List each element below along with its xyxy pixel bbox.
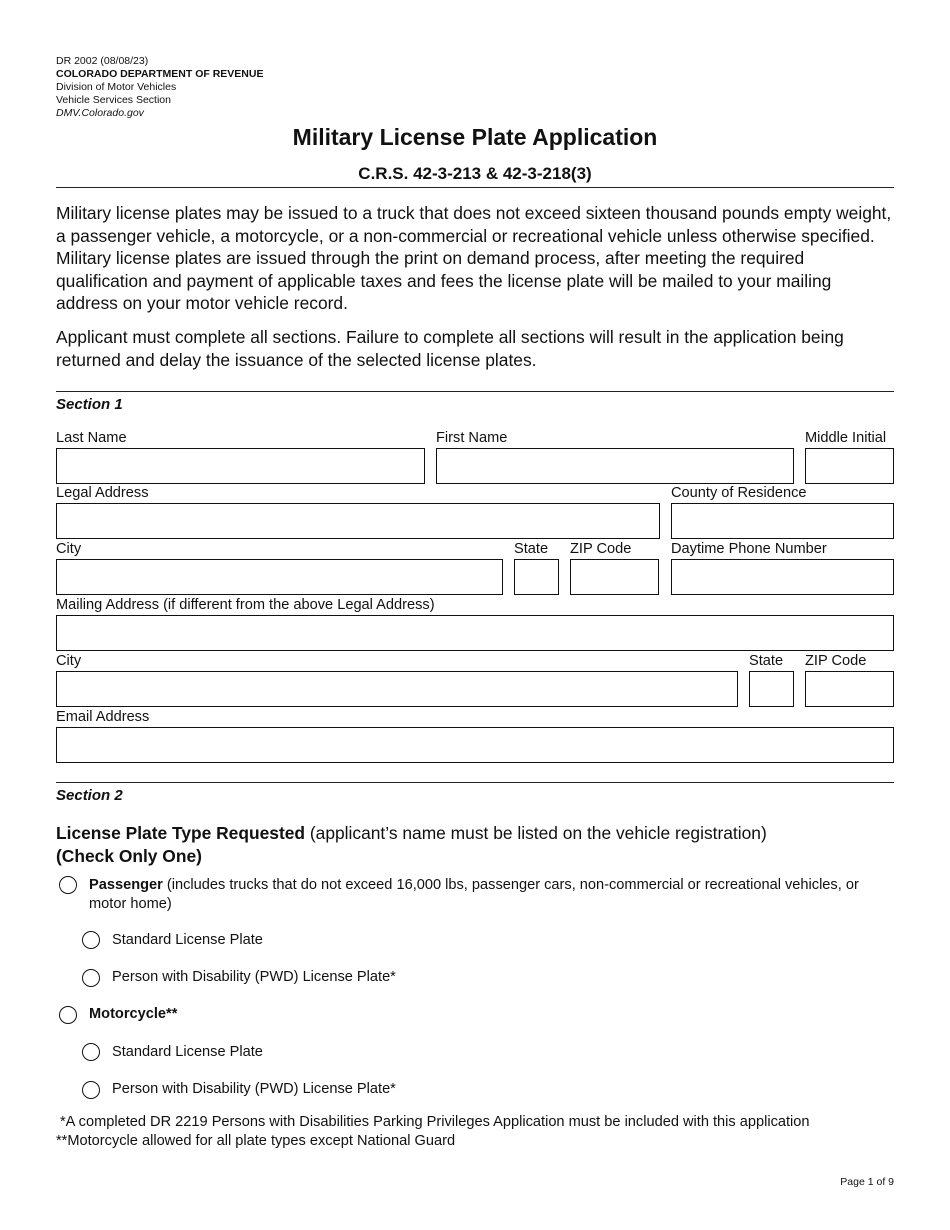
motorcycle-standard-radio[interactable] [82, 1043, 100, 1061]
email-label: Email Address [56, 709, 150, 725]
middle-initial-field[interactable] [805, 448, 894, 484]
form-number: DR 2002 (08/08/23) [56, 55, 149, 67]
email-field[interactable] [56, 727, 894, 763]
last-name-field[interactable] [56, 448, 425, 484]
section2-divider [56, 782, 894, 783]
state-label: State [514, 541, 549, 557]
website: DMV.Colorado.gov [56, 107, 144, 119]
motorcycle-pwd-label: Person with Disability (PWD) License Plate* [112, 1081, 396, 1097]
intro-paragraph-2: Applicant must complete all sections. Failure to complete all sections will result in the application being returned and delay the issuance of the selected license plates. [56, 327, 844, 370]
statute-reference: C.R.S. 42-3-213 & 42-3-218(3) [358, 164, 592, 183]
section1-divider [56, 391, 894, 392]
phone-label: Daytime Phone Number [671, 541, 827, 557]
page-title: Military License Plate Application [292, 124, 658, 150]
section-name: Vehicle Services Section [56, 94, 171, 106]
plate-type-note: (applicant’s name must be listed on the vehicle registration) [305, 823, 767, 843]
plate-type-heading [56, 822, 916, 868]
passenger-standard-label: Standard License Plate [112, 932, 263, 948]
state-field[interactable] [514, 559, 559, 595]
division-name: Division of Motor Vehicles [56, 81, 177, 93]
first-name-field[interactable] [436, 448, 794, 484]
first-name-label: First Name [436, 430, 508, 446]
section1-label: Section 1 [56, 396, 123, 413]
county-label: County of Residence [671, 485, 807, 501]
motorcycle-label: Motorcycle** [89, 1006, 178, 1022]
passenger-title: Passenger [89, 877, 163, 893]
legal-address-label: Legal Address [56, 485, 149, 501]
zip-field[interactable] [570, 559, 659, 595]
mailing-city-label: City [56, 653, 82, 669]
mailing-state-field[interactable] [749, 671, 794, 707]
footnote-motorcycle: **Motorcycle allowed for all plate types except National Guard [56, 1133, 456, 1149]
page-number: Page 1 of 9 [840, 1176, 894, 1188]
section2-label: Section 2 [56, 787, 123, 804]
title-divider [56, 187, 894, 188]
city-field[interactable] [56, 559, 503, 595]
motorcycle-standard-label: Standard License Plate [112, 1044, 263, 1060]
legal-address-field[interactable] [56, 503, 660, 539]
intro-paragraph-1: Military license plates may be issued to a truck that does not exceed sixteen thousand pounds empty weight, a passenger vehicle, a motorcycle, or a non-commercial or recreational vehicle unless otherwise specified. Military license plates are issued through the print on demand process, after meeting the required qualification and payment of applicable taxes and fees the license plate will be mailed to your mailing address on your motor vehicle record. [56, 203, 892, 313]
passenger-radio[interactable] [59, 876, 77, 894]
passenger-pwd-label: Person with Disability (PWD) License Plate* [112, 969, 396, 985]
motorcycle-pwd-radio[interactable] [82, 1081, 100, 1099]
mailing-state-label: State [749, 653, 784, 669]
passenger-option [89, 876, 899, 914]
last-name-label: Last Name [56, 430, 127, 446]
mailing-address-label: Mailing Address (if different from the above Legal Address) [56, 597, 435, 613]
mailing-zip-field[interactable] [805, 671, 894, 707]
mailing-zip-label: ZIP Code [805, 653, 867, 669]
phone-field[interactable] [671, 559, 894, 595]
check-only-one: (Check Only One) [56, 846, 202, 866]
middle-initial-label: Middle Initial [805, 430, 887, 446]
plate-type-title: License Plate Type Requested [56, 823, 306, 843]
mailing-address-field[interactable] [56, 615, 894, 651]
county-field[interactable] [671, 503, 894, 539]
mailing-city-field[interactable] [56, 671, 738, 707]
passenger-standard-radio[interactable] [82, 931, 100, 949]
city-label: City [56, 541, 82, 557]
zip-label: ZIP Code [570, 541, 632, 557]
passenger-note: (includes trucks that do not exceed 16,000 lbs, passenger cars, non-commercial or recreational vehicles, or motor home) [89, 877, 859, 912]
passenger-pwd-radio[interactable] [82, 969, 100, 987]
department-name: COLORADO DEPARTMENT OF REVENUE [56, 68, 264, 80]
footnote-pwd: *A completed DR 2219 Persons with Disabilities Parking Privileges Application must be included with this application [60, 1114, 810, 1130]
motorcycle-radio[interactable] [59, 1006, 77, 1024]
